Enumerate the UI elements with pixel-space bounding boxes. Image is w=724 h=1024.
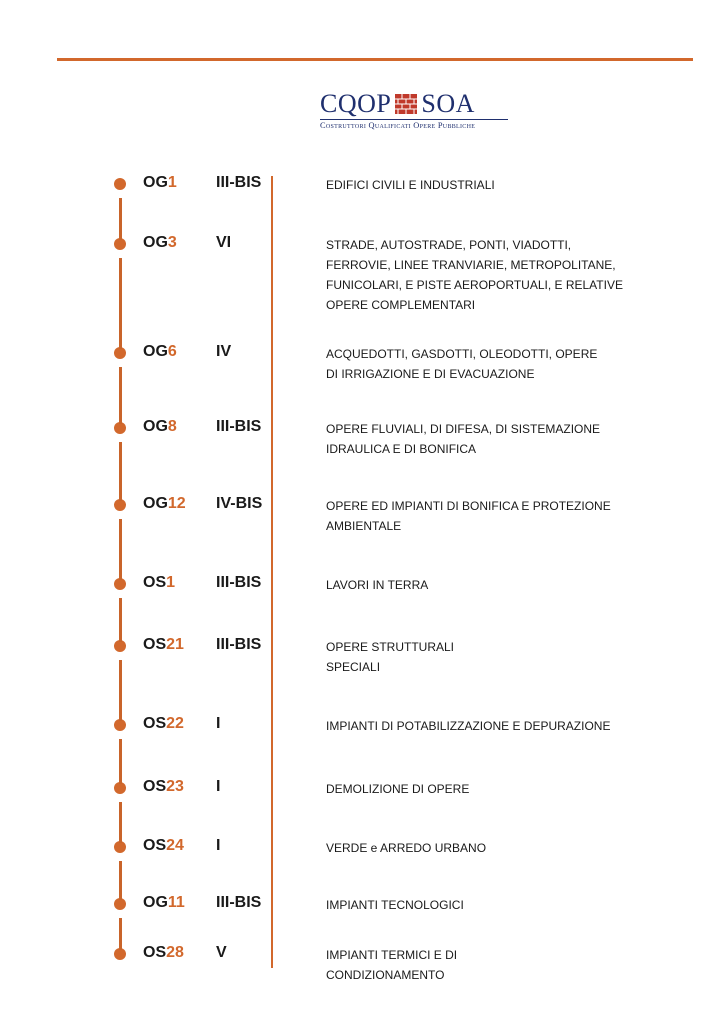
logo-text-left: CQOP	[320, 89, 392, 118]
category-code	[143, 174, 177, 192]
category-code	[143, 495, 186, 513]
category-description: LAVORI IN TERRA	[326, 578, 429, 592]
category-class: III-BIS	[216, 574, 262, 591]
category-prefix: OS	[143, 574, 167, 591]
category-number: 1	[166, 574, 176, 591]
logo-subtitle: Costruttori Qualificati Opere Pubbliche	[320, 121, 476, 130]
category-prefix: OG	[143, 343, 168, 360]
timeline-dot	[114, 178, 126, 190]
category-code	[143, 837, 184, 855]
category-code	[143, 343, 177, 361]
category-description: ACQUEDOTTI, GASDOTTI, OLEODOTTI, OPERE DI IRRIGAZIONE E DI EVACUAZIONE	[326, 347, 598, 381]
category-description: DEMOLIZIONE DI OPERE	[326, 782, 470, 796]
category-prefix: OS	[143, 944, 167, 961]
category-class: III-BIS	[216, 894, 262, 911]
category-number: 28	[166, 944, 184, 961]
category-class: III-BIS	[216, 636, 262, 653]
category-class: IV-BIS	[216, 495, 263, 512]
category-class: I	[216, 715, 221, 732]
category-prefix: OS	[143, 715, 167, 732]
category-class: III-BIS	[216, 174, 262, 191]
timeline-connector	[119, 519, 122, 580]
category-description: IMPIANTI TERMICI E DI CONDIZIONAMENTO	[326, 948, 458, 982]
category-number: 8	[167, 418, 177, 435]
category-number: 21	[166, 636, 184, 653]
timeline-connector	[119, 739, 122, 784]
category-prefix: OS	[143, 778, 167, 795]
category-class: I	[216, 778, 221, 795]
category-description: STRADE, AUTOSTRADE, PONTI, VIADOTTI, FERROVIE, LINEE TRANVIARIE, METROPOLITANE, FUNICOLARI, E PISTE AEROPORTUALI, E RELATIVE OPERE COMPLEMENTARI	[326, 238, 623, 312]
category-number: 1	[167, 174, 177, 191]
timeline-connector	[119, 198, 122, 240]
category-description: IMPIANTI TECNOLOGICI	[326, 898, 464, 912]
category-number: 11	[167, 894, 185, 911]
category-class: III-BIS	[216, 418, 262, 435]
timeline-connector	[119, 442, 122, 501]
category-prefix: OG	[143, 495, 168, 512]
category-code	[143, 894, 185, 912]
category-prefix: OS	[143, 837, 167, 854]
category-number: 3	[167, 234, 177, 251]
category-description: IMPIANTI DI POTABILIZZAZIONE E DEPURAZIONE	[326, 719, 611, 733]
category-code	[143, 778, 184, 796]
category-code	[143, 234, 177, 252]
logo-text-right: SOA	[421, 89, 475, 118]
category-description: OPERE ED IMPIANTI DI BONIFICA E PROTEZIONE AMBIENTALE	[326, 499, 611, 533]
category-code	[143, 715, 184, 733]
category-class: VI	[216, 234, 232, 251]
column-divider	[271, 176, 273, 968]
timeline-connector	[119, 598, 122, 642]
category-description: EDIFICI CIVILI E INDUSTRIALI	[326, 178, 495, 192]
category-description: OPERE FLUVIALI, DI DIFESA, DI SISTEMAZIONE IDRAULICA E DI BONIFICA	[326, 422, 601, 456]
category-prefix: OG	[143, 234, 168, 251]
timeline-connector	[119, 660, 122, 721]
category-code	[143, 574, 175, 592]
category-code	[143, 636, 184, 654]
category-description: OPERE STRUTTURALI SPECIALI	[326, 640, 455, 674]
category-prefix: OG	[143, 174, 168, 191]
category-prefix: OG	[143, 894, 168, 911]
timeline-connector	[119, 367, 122, 424]
category-number: 6	[167, 343, 177, 360]
category-number: 12	[167, 495, 186, 512]
category-prefix: OS	[143, 636, 167, 653]
timeline-connector	[119, 918, 122, 950]
timeline-connector	[119, 861, 122, 900]
category-class: IV	[216, 343, 232, 360]
category-code	[143, 944, 184, 962]
category-class: I	[216, 837, 221, 854]
category-class: V	[216, 944, 227, 961]
category-code	[143, 418, 177, 436]
category-description: VERDE e ARREDO URBANO	[326, 841, 487, 855]
category-number: 22	[166, 715, 184, 732]
timeline-connector	[119, 802, 122, 843]
category-number: 23	[166, 778, 184, 795]
timeline-connector	[119, 258, 122, 349]
category-number: 24	[166, 837, 184, 854]
category-prefix: OG	[143, 418, 168, 435]
